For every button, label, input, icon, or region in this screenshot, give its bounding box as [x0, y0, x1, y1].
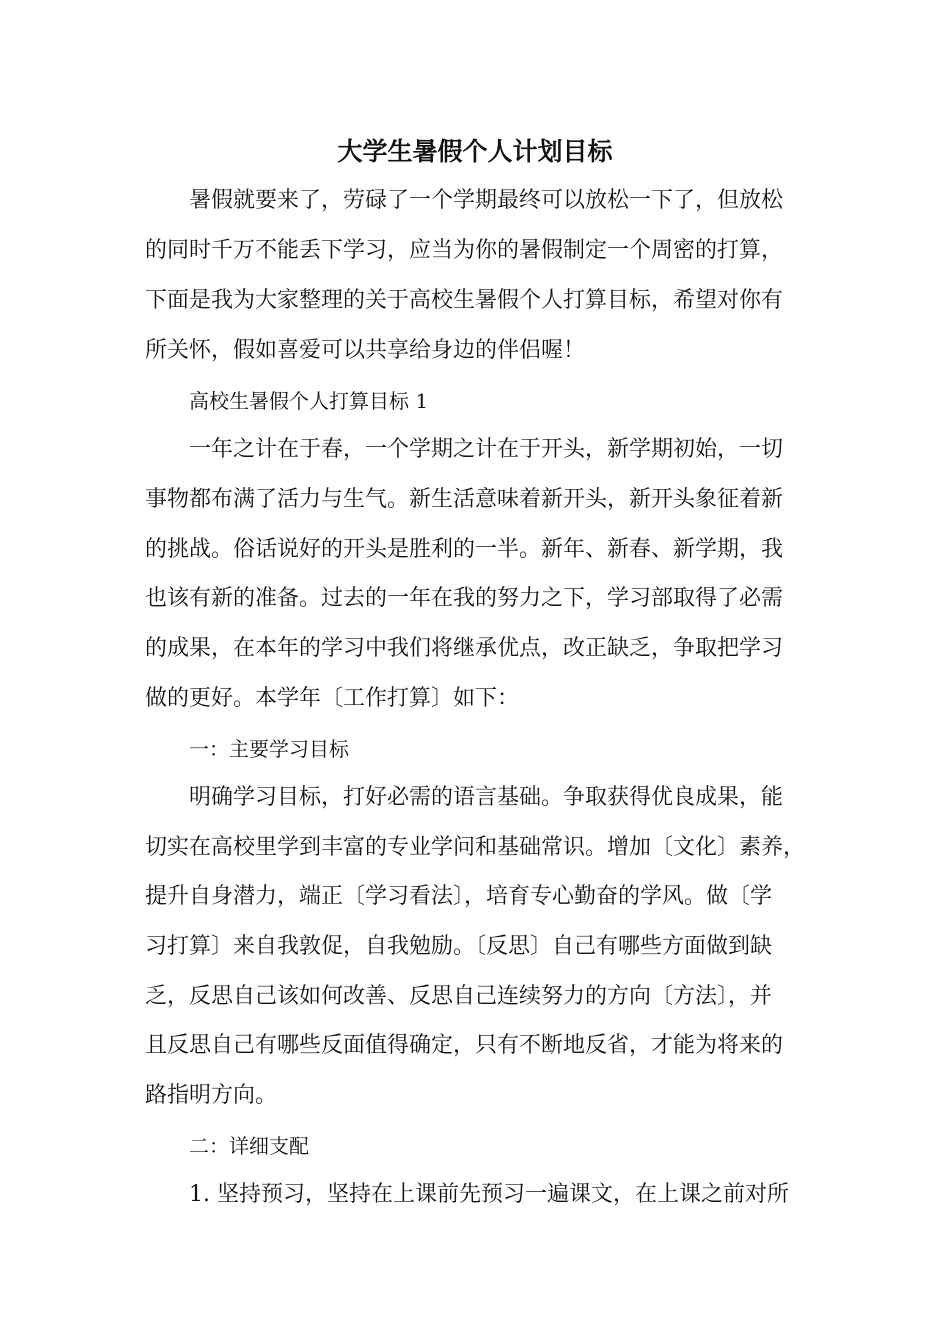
section-heading: 二：详细支配	[189, 1134, 309, 1158]
paragraph-line: 的同时千万不能丢下学习，应当为你的暑假制定一个周密的打算，	[145, 238, 784, 263]
paragraph-line: 1. 坚持预习，坚持在上课前先预习一遍课文，在上课之前对所	[189, 1182, 789, 1207]
paragraph-line: 也该有新的准备。过去的一年在我的努力之下，学习部取得了必需	[145, 586, 784, 611]
paragraph-line: 且反思自己有哪些反面值得确定，只有不断地反省，才能为将来的	[145, 1033, 784, 1058]
section-heading: 一：主要学习目标	[189, 737, 349, 761]
paragraph-line: 事物都布满了活力与生气。新生活意味着新开头，新开头象征着新	[145, 487, 784, 512]
paragraph-line: 的成果，在本年的学习中我们将继承优点，改正缺乏，争取把学习	[145, 636, 784, 661]
paragraph-line: 路指明方向。	[145, 1083, 278, 1108]
paragraph-line: 明确学习目标，打好必需的语言基础。争取获得优良成果，能	[189, 785, 784, 810]
paragraph-line: 习打算〕来自我敦促，自我勉励。〔反思〕自己有哪些方面做到缺	[145, 934, 773, 959]
paragraph-line: 做的更好。本学年〔工作打算〕如下：	[145, 686, 520, 711]
paragraph-line: 的挑战。俗话说好的开头是胜利的一半。新年、新春、新学期，我	[145, 537, 784, 562]
paragraph-line: 提升自身潜力，端正〔学习看法〕，培育专心勤奋的学风。做〔学	[145, 884, 773, 909]
paragraph-line: 暑假就要来了，劳碌了一个学期最终可以放松一下了，但放松	[189, 188, 784, 213]
paragraph-line: 所关怀，假如喜爱可以共享给身边的伴侣喔！	[145, 338, 586, 363]
document-title: 大学生暑假个人计划目标	[337, 137, 613, 166]
paragraph-line: 乏，反思自己该如何改善、反思自己连续努力的方向〔方法〕，并	[145, 984, 773, 1009]
paragraph-line: 切实在高校里学到丰富的专业学问和基础常识。增加〔文化〕素养，	[145, 835, 806, 860]
section-heading: 高校生暑假个人打算目标 1	[189, 389, 429, 413]
paragraph-line: 一年之计在于春，一个学期之计在于开头，新学期初始，一切	[189, 437, 784, 462]
paragraph-line: 下面是我为大家整理的关于高校生暑假个人打算目标，希望对你有	[145, 288, 784, 313]
